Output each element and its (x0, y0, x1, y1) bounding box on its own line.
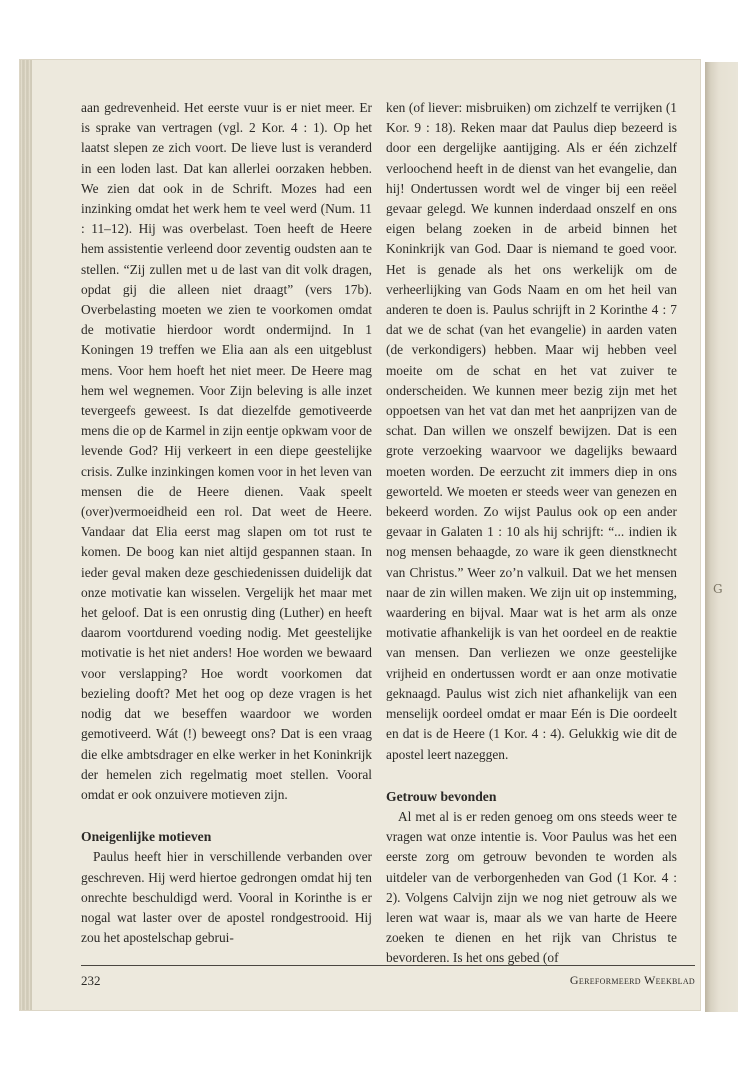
page-stack-edge (20, 60, 32, 1010)
left-paragraph-1: aan gedrevenheid. Het eerste vuur is er niet meer. Er is sprake van vertragen (vgl. 2 Kor. 4 : 1). Op het laatst slepen ze zich voort. De lieve lust is veranderd in een loden last. Dat kan allerlei oorzaken hebben. We zien dat ook in de Schrift. Mozes had een inzinking omdat het werk hem te veel werd (Num. 11 : 11–12). Hij was overbelast. Toen heeft de Heere hem assistentie verleend door zeventig oudsten aan te stellen. “Zij zullen met u de last van dit volk dragen, opdat gij die alleen niet draagt” (vers 17b). Overbelasting moeten we zien te voorkomen omdat de motivatie hierdoor wordt ondermijnd. In 1 Koningen 19 treffen we Elia aan als een uitgeblust mens. Voor hem hoeft het niet meer. De Heere mag hem wel wegnemen. Voor Zijn beleving is alle inzet tevergeefs geweest. Is dat diezelfde gemotiveerde mens die op de Karmel in zijn eentje opkwam voor de levende God? Hij verkeert in een diepe geestelijke crisis. Zulke inzinkingen komen voor in het leven van mensen die de Heere dienen. Vaak speelt (over)vermoeidheid een rol. Dat weet de Heere. Vandaar dat Elia eerst mag slapen om tot rust te komen. De boog kan niet altijd gespannen staan. In ieder geval maken deze geschiedenissen duidelijk dat onze motivatie kan wisselen. Vergelijk het maar met het geloof. Dat is een onrustig ding (Luther) en heeft daarom voortdurend voeding nodig. Met geestelijke motivatie is het niet anders! Hoe worden we bewaard voor verslapping? Hoe wordt voorkomen dat bezieling dooft? Met het oog op deze vragen is het nodig dat we beseffen waardoor we worden gemotiveerd. Wát (!) beweegt ons? Dat is een vraag die elke ambtsdrager en elke werker in het Koninkrijk der hemelen zich regelmatig moet stellen. Vooral omdat er ook onzuivere motieven zijn. (81, 100, 372, 802)
footer-rule (81, 965, 695, 966)
adjacent-page-fragment: G (713, 582, 723, 596)
right-paragraph-2: Al met al is er reden genoeg om ons steeds weer te vragen wat onze intentie is. Voor Paulus was het een eerste zorg om getrouw bevonden te worden als uitdeler van de verborgenheden van God (1 Kor. 4 : 2). Volgens Calvijn zijn we nog niet getrouw als we leren wat waar is, maar als we van harte de Heere zoeken te dienen en het rijk van Christus te bevorderen. Is het ons gebed (of (386, 808, 677, 966)
heading-getrouw-bevonden: Getrouw bevonden (386, 788, 497, 804)
heading-oneigenlijke-motieven: Oneigenlijke motieven (81, 829, 212, 845)
left-column (81, 98, 372, 948)
right-paragraph-1: ken (of liever: misbruiken) om zichzelf te verrijken (1 Kor. 9 : 18). Reken maar dat Paulus diep bezeerd is door een dergelijke aantijging. Als er één zichzelf verloochend heeft in de dienst van het evangelie, dan hij! Ondertussen wordt wel de vinger bij een reëel gevaar gelegd. We kunnen inderdaad onszelf en ons eigen belang zoeken in de arbeid binnen het Koninkrijk van God. Daar is niemand te goed voor. Het is genade als het ons werkelijk om de verheerlijking van Gods Naam en om het heil van anderen te doen is. Paulus schrijft in 2 Korinthe 4 : 7 dat we de schat (van het evangelie) in aarden vaten (de verkondigers) hebben. Maar wij hebben veel moeite om de schat en het vat zuiver te onderscheiden. We kunnen meer bezig zijn met het oppoetsen van het vat dan met het aanprijzen van de schat. Dan willen we onszelf bewijzen. Dat is een grote verzoeking waarvoor we dagelijks bewaard moeten worden. De eerzucht zit immers diep in ons geworteld. We moeten er steeds weer van genezen en bekeerd worden. Zo wijst Paulus ook op een ander gevaar in Galaten 1 : 10 als hij schrijft: “... indien ik nog mensen behaagde, zo ware ik geen dienstknecht van Christus.” Weer zo’n valkuil. Dat we het mensen naar de zin willen maken. We zijn uit op instemming, waardering en bijval. Maar wat is het arm als onze motivatie afhankelijk is van het oordeel en de reaktie van mensen. Dan verliezen we onze geestelijke vrijheid en ondertussen wordt er aan onze motivatie geknaagd. Paulus wist zich niet afhankelijk van een menselijk oordeel omdat er maar Eén is Die oordeelt en dat is de Heere (1 Kor. 4 : 4). Gelukkig wie dit de apostel leert nazeggen. (386, 100, 677, 762)
adjacent-page-edge (705, 62, 738, 1012)
left-paragraph-2: Paulus heeft hier in verschillende verbanden over geschreven. Hij werd hiertoe gedrongen omdat hij ten onrechte beschuldigd werd. Vooral in Korinthe is er nogal wat laster over de apostel rondgestrooid. Hij zou het apostelschap gebrui- (81, 849, 372, 946)
right-column (386, 98, 677, 969)
publication-name: Gereformeerd Weekblad (569, 973, 695, 987)
page-number: 232 (81, 973, 101, 988)
